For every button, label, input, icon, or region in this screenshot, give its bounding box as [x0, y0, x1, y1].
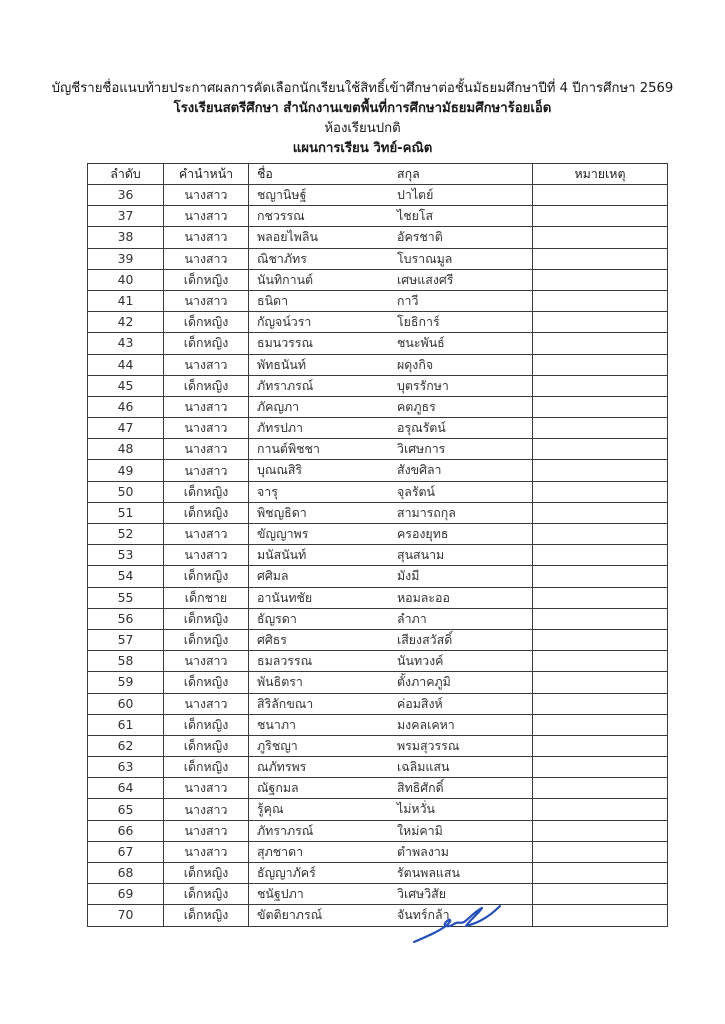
- row-prefix: เด็กหญิง: [164, 629, 249, 650]
- row-last-name: โยธิการ์: [397, 314, 440, 330]
- row-prefix: นางสาว: [164, 206, 249, 227]
- row-prefix: นางสาว: [164, 799, 249, 820]
- row-last-name: จุลรัตน์: [397, 483, 436, 499]
- row-remark: [533, 884, 668, 905]
- row-first-name: ชนัฐปภา: [257, 886, 304, 902]
- row-name: [249, 841, 533, 862]
- row-name: [249, 714, 533, 735]
- table-row: [88, 778, 668, 799]
- table-row: [88, 290, 668, 311]
- table-row: [88, 185, 668, 206]
- student-roster-table: [87, 163, 668, 927]
- row-number: 54: [88, 566, 164, 587]
- table-row: [88, 460, 668, 481]
- row-name: [249, 672, 533, 693]
- row-remark: [533, 693, 668, 714]
- table-row: [88, 354, 668, 375]
- row-name: [249, 439, 533, 460]
- row-name: [249, 629, 533, 650]
- table-row: [88, 481, 668, 502]
- row-last-name: ตั้งภาคภูมิ: [397, 674, 451, 690]
- row-first-name: อานันทชัย: [257, 589, 313, 605]
- row-remark: [533, 757, 668, 778]
- table-row: [88, 608, 668, 629]
- row-remark: [533, 566, 668, 587]
- table-row: [88, 863, 668, 884]
- row-name: [249, 185, 533, 206]
- row-prefix: นางสาว: [164, 418, 249, 439]
- row-prefix: เด็กชาย: [164, 587, 249, 608]
- row-number: 64: [88, 778, 164, 799]
- row-first-name: ภูริชญา: [257, 737, 298, 753]
- row-last-name: อรุณรัตน์: [397, 420, 446, 436]
- table-row: [88, 248, 668, 269]
- row-first-name: บุณณสิริ: [257, 462, 303, 478]
- row-first-name: ณภัทรพร: [257, 759, 307, 775]
- row-name: [249, 735, 533, 756]
- row-remark: [533, 460, 668, 481]
- row-remark: [533, 651, 668, 672]
- row-remark: [533, 502, 668, 523]
- row-remark: [533, 206, 668, 227]
- row-first-name: ธัญรดา: [257, 610, 297, 626]
- row-remark: [533, 524, 668, 545]
- table-row: [88, 651, 668, 672]
- row-first-name: กานต์พิชชา: [257, 441, 320, 457]
- row-first-name: ชญานิษฐ์: [257, 187, 307, 202]
- row-prefix: นางสาว: [164, 460, 249, 481]
- table-row: [88, 884, 668, 905]
- row-prefix: เด็กหญิง: [164, 905, 249, 926]
- row-number: 37: [88, 206, 164, 227]
- document-header: [0, 79, 725, 159]
- row-first-name: ธมลวรรณ: [257, 653, 313, 669]
- title-announcement: บัญชีรายชื่อแนบท้ายประกาศผลการคัดเลือกนักเรียนใช้สิทธิ์เข้าศึกษาต่อชั้นมัธยมศึกษาปีที่ 4 ปีการศึกษา 2569: [51, 81, 674, 96]
- row-prefix: เด็กหญิง: [164, 757, 249, 778]
- row-last-name: ตำพลงาม: [397, 843, 449, 859]
- row-number: 50: [88, 481, 164, 502]
- row-name: [249, 778, 533, 799]
- row-name: [249, 757, 533, 778]
- signature-mark: [408, 898, 508, 948]
- row-first-name: ธนิดา: [257, 292, 289, 308]
- row-remark: [533, 672, 668, 693]
- row-last-name: คตภูธร: [397, 398, 436, 414]
- table-body: [88, 185, 668, 927]
- row-first-name: ภัคญภา: [257, 398, 300, 414]
- table-row: [88, 566, 668, 587]
- row-first-name: รู้คุณ: [257, 801, 284, 817]
- row-last-name: ใหม่คามิ: [397, 822, 443, 838]
- row-first-name: ศศิธร: [257, 631, 287, 647]
- row-remark: [533, 608, 668, 629]
- row-number: 62: [88, 735, 164, 756]
- row-remark: [533, 312, 668, 333]
- row-prefix: นางสาว: [164, 524, 249, 545]
- row-number: 63: [88, 757, 164, 778]
- row-last-name: หอมละออ: [397, 589, 450, 605]
- row-first-name: ณิชาภัทร: [257, 250, 307, 266]
- table-row: [88, 693, 668, 714]
- row-name: [249, 354, 533, 375]
- row-prefix: เด็กหญิง: [164, 566, 249, 587]
- table-header-row: [88, 164, 668, 185]
- table-row: [88, 629, 668, 650]
- row-number: 47: [88, 418, 164, 439]
- row-name: [249, 524, 533, 545]
- row-first-name: จารุ: [257, 483, 278, 499]
- col-header-prefix: คำนำหน้า: [164, 164, 249, 185]
- row-name: [249, 693, 533, 714]
- row-prefix: เด็กหญิง: [164, 608, 249, 629]
- table-row: [88, 799, 668, 820]
- row-name: [249, 375, 533, 396]
- row-last-name: ไชยโส: [397, 208, 434, 224]
- table-row: [88, 396, 668, 417]
- row-prefix: นางสาว: [164, 778, 249, 799]
- row-number: 67: [88, 841, 164, 862]
- row-prefix: เด็กหญิง: [164, 863, 249, 884]
- row-name: [249, 269, 533, 290]
- col-header-remark: หมายเหตุ: [533, 164, 668, 185]
- row-prefix: เด็กหญิง: [164, 884, 249, 905]
- row-first-name: ศศิมล: [257, 568, 289, 584]
- row-first-name: พัทธนันท์: [257, 356, 307, 372]
- table-row: [88, 757, 668, 778]
- row-last-name: เศษแสงศรี: [397, 271, 454, 287]
- row-first-name: กชวรรณ: [257, 208, 305, 224]
- row-name: [249, 863, 533, 884]
- row-number: 46: [88, 396, 164, 417]
- table-row: [88, 418, 668, 439]
- row-prefix: นางสาว: [164, 290, 249, 311]
- row-number: 45: [88, 375, 164, 396]
- title-classroom-type: ห้องเรียนปกติ: [324, 121, 401, 136]
- row-first-name: ภัทราภรณ์: [257, 822, 314, 838]
- row-last-name: บุตรรักษา: [397, 377, 449, 393]
- row-last-name: ปาไตย์: [397, 187, 434, 202]
- row-remark: [533, 629, 668, 650]
- row-number: 40: [88, 269, 164, 290]
- row-number: 68: [88, 863, 164, 884]
- row-last-name: รัตนพลแสน: [397, 865, 460, 880]
- row-prefix: เด็กหญิง: [164, 735, 249, 756]
- row-prefix: นางสาว: [164, 185, 249, 206]
- row-remark: [533, 820, 668, 841]
- row-number: 39: [88, 248, 164, 269]
- row-first-name: ชนาภา: [257, 716, 296, 732]
- row-number: 61: [88, 714, 164, 735]
- table-row: [88, 269, 668, 290]
- row-remark: [533, 227, 668, 248]
- table-row: [88, 312, 668, 333]
- row-last-name: สังขศิลา: [397, 462, 442, 478]
- row-prefix: เด็กหญิง: [164, 714, 249, 735]
- row-first-name: ธมนวรรณ: [257, 335, 313, 351]
- row-number: 51: [88, 502, 164, 523]
- row-first-name: ขัตติยาภรณ์: [257, 907, 323, 923]
- table-row: [88, 502, 668, 523]
- table-row: [88, 672, 668, 693]
- table-row: [88, 227, 668, 248]
- row-number: 42: [88, 312, 164, 333]
- row-remark: [533, 841, 668, 862]
- row-remark: [533, 778, 668, 799]
- row-last-name: มงคลเคหา: [397, 716, 455, 732]
- row-last-name: ครองยุทธ: [397, 526, 449, 541]
- row-prefix: เด็กหญิง: [164, 502, 249, 523]
- row-remark: [533, 269, 668, 290]
- row-name: [249, 502, 533, 523]
- row-name: [249, 248, 533, 269]
- row-remark: [533, 714, 668, 735]
- row-name: [249, 481, 533, 502]
- row-first-name: นันทิกานต์: [257, 271, 314, 287]
- row-last-name: ลำภา: [397, 610, 427, 626]
- row-prefix: เด็กหญิง: [164, 269, 249, 290]
- title-study-plan: แผนการเรียน วิทย์-คณิต: [292, 141, 433, 156]
- table-row: [88, 735, 668, 756]
- row-last-name: สุนสนาม: [397, 547, 445, 563]
- row-name: [249, 545, 533, 566]
- row-last-name: เฉลิมแสน: [397, 759, 450, 775]
- row-last-name: มังมี: [397, 568, 420, 584]
- row-first-name: ภัทรปภา: [257, 420, 303, 436]
- row-last-name: วิเศษการ: [397, 441, 446, 457]
- row-prefix: เด็กหญิง: [164, 312, 249, 333]
- row-first-name: กัญจน์วรา: [257, 314, 312, 330]
- row-first-name: พันธิตรา: [257, 674, 303, 690]
- row-name: [249, 227, 533, 248]
- row-number: 69: [88, 884, 164, 905]
- row-number: 58: [88, 651, 164, 672]
- row-number: 48: [88, 439, 164, 460]
- row-number: 49: [88, 460, 164, 481]
- row-first-name: พลอยไพลิน: [257, 229, 318, 245]
- row-prefix: เด็กหญิง: [164, 375, 249, 396]
- row-last-name: ค่อมสิงห์: [397, 695, 443, 711]
- row-first-name: ณัฐกมล: [257, 780, 299, 796]
- col-header-name: [249, 164, 533, 185]
- table-row: [88, 375, 668, 396]
- row-last-name: สามารถกุล: [397, 504, 456, 520]
- row-first-name: สุภชาดา: [257, 843, 304, 859]
- row-first-name: ธัญญาภัคร์: [257, 865, 316, 880]
- row-last-name: โบราณมูล: [397, 250, 453, 266]
- row-remark: [533, 587, 668, 608]
- table-row: [88, 841, 668, 862]
- table-row: [88, 524, 668, 545]
- row-number: 65: [88, 799, 164, 820]
- col-header-number: ลำดับ: [88, 164, 164, 185]
- row-prefix: นางสาว: [164, 651, 249, 672]
- row-last-name: สิทธิศักดิ์: [397, 780, 444, 796]
- row-remark: [533, 185, 668, 206]
- row-remark: [533, 863, 668, 884]
- table-row: [88, 820, 668, 841]
- row-prefix: นางสาว: [164, 820, 249, 841]
- row-last-name: นันทวงค์: [397, 653, 444, 669]
- row-first-name: สิริลักขณา: [257, 695, 314, 711]
- row-number: 38: [88, 227, 164, 248]
- row-remark: [533, 248, 668, 269]
- table-row: [88, 905, 668, 926]
- row-prefix: นางสาว: [164, 354, 249, 375]
- row-remark: [533, 418, 668, 439]
- row-last-name: เสียงสวัสดิ์: [397, 631, 453, 647]
- row-name: [249, 206, 533, 227]
- row-number: 56: [88, 608, 164, 629]
- row-remark: [533, 735, 668, 756]
- row-name: [249, 460, 533, 481]
- table-row: [88, 714, 668, 735]
- row-remark: [533, 354, 668, 375]
- row-last-name: จันทร์กล้า: [397, 907, 450, 923]
- row-last-name: กาวี: [397, 292, 419, 308]
- row-remark: [533, 439, 668, 460]
- title-school: โรงเรียนสตรีศึกษา สำนักงานเขตพื้นที่การศึกษามัธยมศึกษาร้อยเอ็ด: [173, 101, 552, 116]
- row-remark: [533, 290, 668, 311]
- row-last-name: ผดุงกิจ: [397, 356, 434, 372]
- table-row: [88, 545, 668, 566]
- table-row: [88, 206, 668, 227]
- row-name: [249, 290, 533, 311]
- row-remark: [533, 396, 668, 417]
- row-prefix: นางสาว: [164, 693, 249, 714]
- row-name: [249, 651, 533, 672]
- row-number: 36: [88, 185, 164, 206]
- row-first-name: ขัญญาพร: [257, 526, 309, 541]
- row-number: 44: [88, 354, 164, 375]
- table-row: [88, 439, 668, 460]
- row-prefix: นางสาว: [164, 396, 249, 417]
- row-number: 53: [88, 545, 164, 566]
- row-name: [249, 333, 533, 354]
- table-row: [88, 587, 668, 608]
- row-number: 55: [88, 587, 164, 608]
- row-prefix: นางสาว: [164, 227, 249, 248]
- row-last-name: ชนะพันธ์: [397, 335, 445, 351]
- row-name: [249, 418, 533, 439]
- row-last-name: พรมสุวรรณ: [397, 737, 460, 753]
- col-header-last-name: สกุล: [397, 166, 420, 181]
- row-name: [249, 396, 533, 417]
- row-remark: [533, 333, 668, 354]
- row-prefix: นางสาว: [164, 439, 249, 460]
- row-remark: [533, 545, 668, 566]
- col-header-first-name: ชื่อ: [257, 166, 273, 181]
- row-name: [249, 799, 533, 820]
- row-number: 43: [88, 333, 164, 354]
- row-prefix: นางสาว: [164, 248, 249, 269]
- row-number: 41: [88, 290, 164, 311]
- row-last-name: วิเศษวิสัย: [397, 886, 447, 902]
- row-remark: [533, 375, 668, 396]
- row-prefix: เด็กหญิง: [164, 672, 249, 693]
- row-name: [249, 312, 533, 333]
- row-name: [249, 566, 533, 587]
- row-remark: [533, 481, 668, 502]
- row-prefix: เด็กหญิง: [164, 481, 249, 502]
- row-number: 66: [88, 820, 164, 841]
- row-last-name: อัครชาติ: [397, 229, 443, 245]
- row-remark: [533, 799, 668, 820]
- row-prefix: นางสาว: [164, 545, 249, 566]
- row-prefix: เด็กหญิง: [164, 333, 249, 354]
- row-number: 60: [88, 693, 164, 714]
- row-number: 70: [88, 905, 164, 926]
- row-last-name: ไม่หวั่น: [397, 801, 435, 817]
- row-name: [249, 587, 533, 608]
- row-first-name: มนัสนันท์: [257, 547, 307, 563]
- table-row: [88, 333, 668, 354]
- row-name: [249, 608, 533, 629]
- row-remark: [533, 905, 668, 926]
- row-number: 57: [88, 629, 164, 650]
- row-first-name: พิชญธิดา: [257, 504, 307, 520]
- row-number: 52: [88, 524, 164, 545]
- row-number: 59: [88, 672, 164, 693]
- row-prefix: นางสาว: [164, 841, 249, 862]
- row-name: [249, 820, 533, 841]
- row-first-name: ภัทราภรณ์: [257, 377, 314, 393]
